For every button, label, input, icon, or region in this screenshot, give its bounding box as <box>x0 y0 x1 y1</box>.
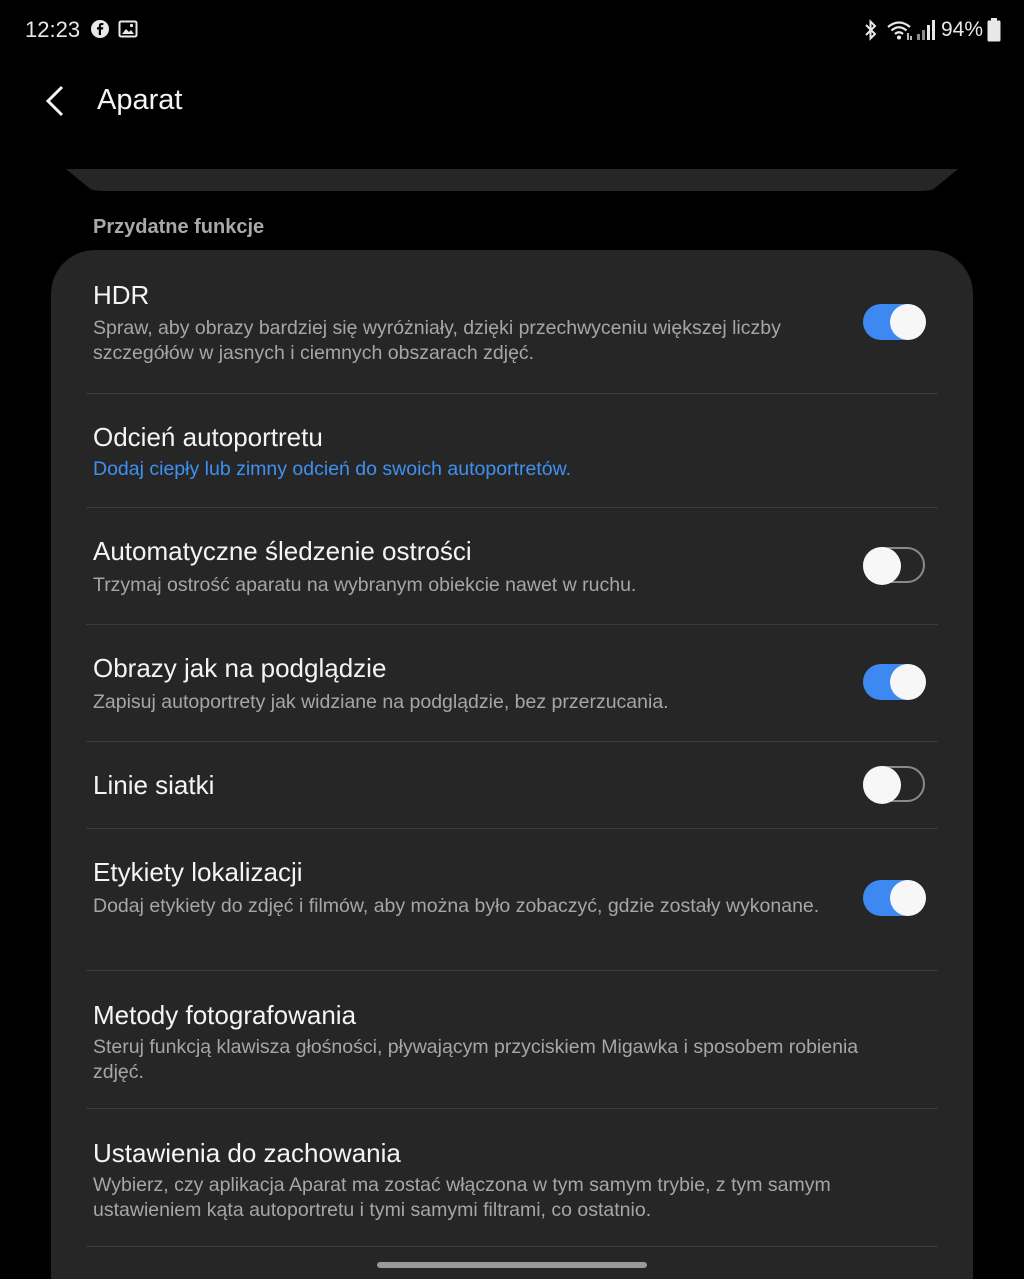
setting-selfie-tone[interactable] <box>86 394 938 507</box>
status-bar <box>0 0 1024 60</box>
battery-percent: 94% <box>941 18 984 41</box>
setting-title: Ustawienia do zachowania <box>93 1138 401 1168</box>
status-time: 12:23 <box>25 17 81 42</box>
toggle-knob <box>890 880 926 916</box>
tracking-autofocus-toggle[interactable] <box>863 547 925 583</box>
bluetooth-icon <box>862 19 880 46</box>
navigation-gesture-handle[interactable] <box>377 1262 647 1268</box>
setting-title: Odcień autoportretu <box>93 422 323 452</box>
setting-title: HDR <box>93 280 150 310</box>
setting-tracking-autofocus[interactable] <box>86 508 938 624</box>
toggle-knob <box>863 766 901 804</box>
setting-title: Obrazy jak na podglądzie <box>93 653 387 683</box>
setting-title: Automatyczne śledzenie ostrości <box>93 536 472 566</box>
setting-description: Zapisuj autoportrety jak widziane na podglądzie, bez przerzucania. <box>93 691 669 713</box>
back-button[interactable] <box>30 78 80 128</box>
previous-card-edge <box>66 169 958 191</box>
setting-description: Trzymaj ostrość aparatu na wybranym obiekcie nawet w ruchu. <box>93 574 637 596</box>
setting-title: Etykiety lokalizacji <box>93 857 303 887</box>
setting-location-tags[interactable] <box>86 829 938 970</box>
pictures-as-previewed-toggle[interactable] <box>863 664 925 700</box>
gallery-icon <box>118 19 138 44</box>
setting-description: Wybierz, czy aplikacja Aparat ma zostać włączona w tym samym trybie, z tym samym ustawieniem kąta autoportretu i tymi samymi filtrami, co ostatnio. <box>93 1174 831 1221</box>
hdr-toggle[interactable] <box>863 304 925 340</box>
setting-hdr[interactable] <box>86 272 938 392</box>
setting-description: Steruj funkcją klawisza głośności, pływającym przyciskiem Migawka i sposobem robienia zdjęć. <box>93 1036 859 1083</box>
chevron-left-icon <box>43 84 67 123</box>
settings-card <box>51 250 973 1279</box>
setting-description: Dodaj etykiety do zdjęć i filmów, aby można było zobaczyć, gdzie zostały wykonane. <box>93 895 820 917</box>
location-tags-toggle[interactable] <box>863 880 925 916</box>
setting-description: Dodaj ciepły lub zimny odcień do swoich autoportretów. <box>93 458 572 480</box>
app-bar <box>0 60 1024 150</box>
battery-icon <box>987 18 1001 47</box>
toggle-knob <box>890 664 926 700</box>
toggle-knob <box>863 547 901 585</box>
setting-description: Spraw, aby obrazy bardziej się wyróżniały, dzięki przechwyceniu większej liczby szczegółów w jasnych i ciemnych obszarach zdjęć. <box>93 317 781 364</box>
setting-grid-lines[interactable] <box>86 742 938 828</box>
facebook-icon <box>90 19 110 44</box>
divider <box>86 1246 938 1247</box>
page-title: Aparat <box>97 84 183 116</box>
wifi-icon <box>886 19 914 46</box>
signal-icon <box>916 19 936 46</box>
setting-title: Linie siatki <box>93 770 215 800</box>
toggle-knob <box>890 304 926 340</box>
section-header: Przydatne funkcje <box>93 216 265 238</box>
setting-shooting-methods[interactable] <box>86 971 938 1108</box>
setting-title: Metody fotografowania <box>93 1000 357 1030</box>
setting-settings-to-keep[interactable] <box>86 1109 938 1246</box>
grid-lines-toggle[interactable] <box>863 766 925 802</box>
setting-pictures-as-previewed[interactable] <box>86 625 938 741</box>
